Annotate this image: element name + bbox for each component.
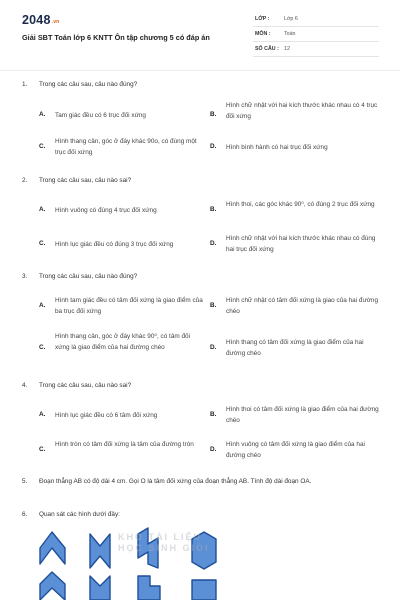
question-text: Trong các câu sau, câu nào sai? <box>39 177 132 184</box>
question-number: 5. <box>22 478 28 485</box>
logo-text: 2048 <box>22 13 51 27</box>
meta-value: Lớp 6 <box>284 16 298 22</box>
option-label: B. <box>210 302 217 309</box>
question-text: Trong các câu sau, câu nào sai? <box>39 382 132 389</box>
option-label: C. <box>39 344 46 351</box>
option-label: C. <box>39 446 46 453</box>
question-number: 1. <box>22 81 28 88</box>
option-text: Hình vuông có tâm đối xứng là giao điểm của hai đường chéo <box>226 441 365 459</box>
option-text: Hình chữ nhật có tâm đối xứng là giao của hai đường chéo <box>226 297 379 315</box>
meta-key: MÔN : <box>255 31 271 37</box>
logo-suffix: .vn <box>51 19 60 25</box>
meta-subject <box>253 29 379 42</box>
bowtie-shape <box>90 534 110 600</box>
option-text: Hình thang cân, góc ở đáy khác 90⁰, có tâm đối xứng là giao điểm của hai đường chéo <box>55 333 190 351</box>
site-logo[interactable] <box>22 13 59 27</box>
option-label: D. <box>210 240 217 247</box>
meta-grade <box>253 14 379 27</box>
document-header <box>0 0 400 70</box>
option-label: A. <box>39 111 46 118</box>
option-text: Tam giác đều có 6 trục đối xứng <box>55 112 146 119</box>
option-text: Hình lục giác đều có đúng 3 trục đối xứng <box>55 241 174 248</box>
option-text: Hình thang có tâm đối xứng là giao điểm của hai đường chéo <box>226 339 364 357</box>
option-text: Hình chữ nhật với hai kích thước khác nhau có đúng hai trục đối xứng <box>226 235 376 253</box>
option-text: Hình lục giác đều có 6 tâm đối xứng <box>55 412 158 419</box>
option-text: Hình bình hành có hai trục đối xứng <box>226 144 328 151</box>
meta-value: 12 <box>284 46 290 52</box>
header-divider <box>0 70 400 71</box>
question-text: Đoạn thẳng AB có độ dài 4 cm. Gọi O là tâm đối xứng của đoạn thẳng AB. Tính độ dài đoạn OA. <box>39 478 312 485</box>
meta-question-count <box>253 44 379 57</box>
option-label: D. <box>210 446 217 453</box>
document-title: Giải SBT Toán lớp 6 KNTT Ôn tập chương 5 có đáp án <box>22 33 210 42</box>
question-text: Trong các câu sau, câu nào đúng? <box>39 273 138 280</box>
question-number: 6. <box>22 511 28 518</box>
question-number: 2. <box>22 177 28 184</box>
option-label: B. <box>210 411 217 418</box>
question-number: 3. <box>22 273 28 280</box>
option-label: B. <box>210 111 217 118</box>
meta-key: SỐ CÂU : <box>255 46 279 52</box>
meta-key: LỚP : <box>255 16 270 22</box>
option-label: D. <box>210 143 217 150</box>
watermark: KHO TÀI LIỆU HỌC SINH GIỎI <box>118 532 210 553</box>
question-text: Quan sát các hình dưới đây: <box>39 511 120 518</box>
option-text: Hình tam giác đều có tâm đối xứng là giao điểm của ba trục đối xứng <box>55 297 203 315</box>
chevron-shape <box>40 532 65 600</box>
meta-value: Toán <box>284 31 296 37</box>
option-text: Hình tròn có tâm đối xứng là tâm của đường tròn <box>55 441 194 448</box>
option-text: Hình chữ nhật với hai kích thước khác nhau có 4 trục đối xứng <box>226 102 378 120</box>
option-label: D. <box>210 344 217 351</box>
option-label: C. <box>39 143 46 150</box>
option-text: Hình thang cân, góc ở đáy khác 90o, có đúng một trục đối xứng <box>55 138 197 156</box>
option-label: A. <box>39 206 46 213</box>
question-number: 4. <box>22 382 28 389</box>
option-label: B. <box>210 206 217 213</box>
question-text: Trong các câu sau, câu nào đúng? <box>39 81 138 88</box>
option-label: A. <box>39 302 46 309</box>
option-text: Hình thoi, các góc khác 90⁰, có đúng 2 trục đối xứng <box>226 201 375 208</box>
option-label: A. <box>39 411 46 418</box>
option-text: Hình vuông có đúng 4 trục đối xứng <box>55 207 157 214</box>
option-text: Hình thoi có tâm đối xứng là giao điểm của hai đường chéo <box>226 406 379 424</box>
option-label: C. <box>39 240 46 247</box>
